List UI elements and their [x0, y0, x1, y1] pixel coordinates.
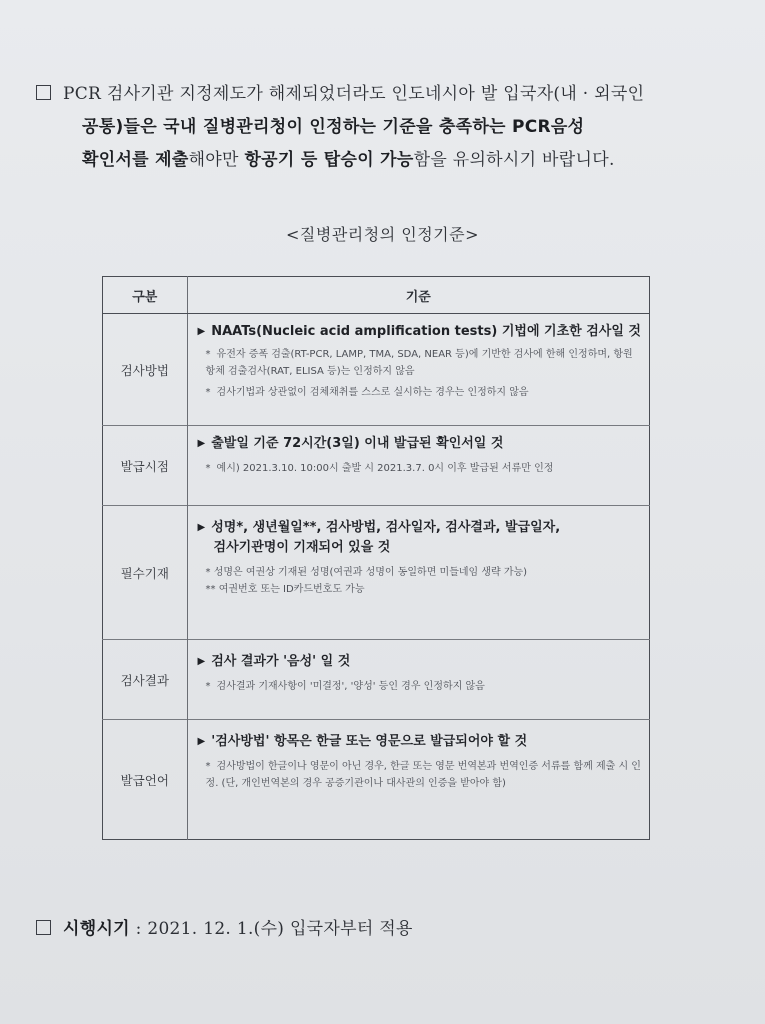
criteria-main-cont: 검사기관명이 기재되어 있을 것: [213, 540, 391, 555]
row-category: 검사결과: [103, 640, 188, 720]
row-criteria: [187, 314, 649, 426]
notice-text-2a: 공통)들은 국내: [82, 117, 203, 137]
notice-text-3c: 항공기 등 탑승이 가능: [244, 150, 414, 170]
notice-text-3a: 확인서를 제출: [82, 150, 189, 170]
row-category: 검사방법: [103, 314, 188, 426]
notice-text-3b: 해야만: [188, 150, 245, 170]
criteria-note: * 검사방법이 한글이나 영문이 아닌 경우, 한글 또는 영문 번역본과 번역인증 서류를 함께 제출 시 인정. (단, 개인번역본의 경우 공증기관이나 대사관의 인증을 받아야 함): [205, 761, 641, 789]
criteria-note: * 예시) 2021.3.10. 10:00시 출발 시 2021.3.7. 0시 이후 발급된 서류만 인정: [205, 463, 554, 474]
criteria-note: * 검사기법과 상관없이 검체채취를 스스로 실시하는 경우는 인정하지 않음: [205, 387, 529, 398]
row-criteria: [187, 640, 649, 720]
row-category: 발급시점: [103, 426, 188, 506]
criteria-main: ▶ NAATs(Nucleic acid amplification tests) 기법에 기초한 검사일 것: [198, 322, 641, 342]
notice-line-3: [36, 144, 736, 177]
criteria-main: ▶ 성명*, 생년월일**, 검사방법, 검사일자, 검사결과, 발급일자,: [198, 518, 641, 538]
notice-line-2: [36, 111, 736, 144]
effective-date-label: 시행시기: [63, 919, 130, 939]
effective-date-text: : 2021. 12. 1.(수) 입국자부터 적용: [129, 919, 413, 939]
criteria-note: * 성명은 여권상 기재된 성명(여권과 성명이 동일하면 미들네임 생략 가능): [205, 567, 528, 578]
notice-paragraph: [36, 78, 736, 177]
triangle-bullet-icon: ▶: [197, 736, 206, 747]
notice-line-1: [36, 78, 736, 111]
checkbox-bullet-icon: [36, 85, 51, 100]
triangle-bullet-icon: ▶: [197, 656, 206, 667]
criteria-note: * 유전자 증폭 검출(RT-PCR, LAMP, TMA, SDA, NEAR 등)에 기반한 검사에 한해 인정하며, 항원항체 검출검사(RAT, ELISA 등)는 인정하지 않음: [205, 349, 633, 377]
header-category: 구분: [103, 277, 188, 314]
row-criteria: [187, 426, 649, 506]
criteria-main: ▶ 검사 결과가 '음성' 일 것: [198, 652, 641, 672]
table-row: [103, 426, 650, 506]
triangle-bullet-icon: ▶: [197, 438, 206, 449]
table-header-row: [103, 277, 650, 314]
notice-text-3d: 함을 유의하시기 바랍니다.: [413, 150, 615, 170]
row-criteria: [187, 720, 649, 840]
triangle-bullet-icon: ▶: [197, 522, 206, 533]
header-criteria: 기준: [187, 277, 649, 314]
effective-date: [36, 914, 413, 939]
triangle-bullet-icon: ▶: [197, 326, 206, 337]
criteria-note: ** 여권번호 또는 ID카드번호도 가능: [205, 584, 365, 595]
row-category: 발급언어: [103, 720, 188, 840]
criteria-note: * 검사결과 기재사항이 '미결정', '양성' 등인 경우 인정하지 않음: [205, 681, 485, 692]
table-row: [103, 720, 650, 840]
criteria-table: [102, 276, 650, 840]
row-criteria: [187, 506, 649, 640]
table-row: [103, 506, 650, 640]
notice-text-2b: 질병관리청이 인정하는 기준을 충족하는 PCR음성: [202, 117, 585, 137]
table-row: [103, 314, 650, 426]
row-category: 필수기재: [103, 506, 188, 640]
criteria-main: ▶ 출발일 기준 72시간(3일) 이내 발급된 확인서일 것: [198, 434, 641, 454]
checkbox-bullet-icon: [36, 920, 51, 935]
criteria-main: ▶ '검사방법' 항목은 한글 또는 영문으로 발급되어야 할 것: [198, 732, 641, 752]
table-caption: <질병관리청의 인정기준>: [286, 225, 479, 244]
notice-text-1: PCR 검사기관 지정제도가 해제되었더라도 인도네시아 발 입국자(내 · 외국인: [63, 84, 645, 104]
table-row: [103, 640, 650, 720]
